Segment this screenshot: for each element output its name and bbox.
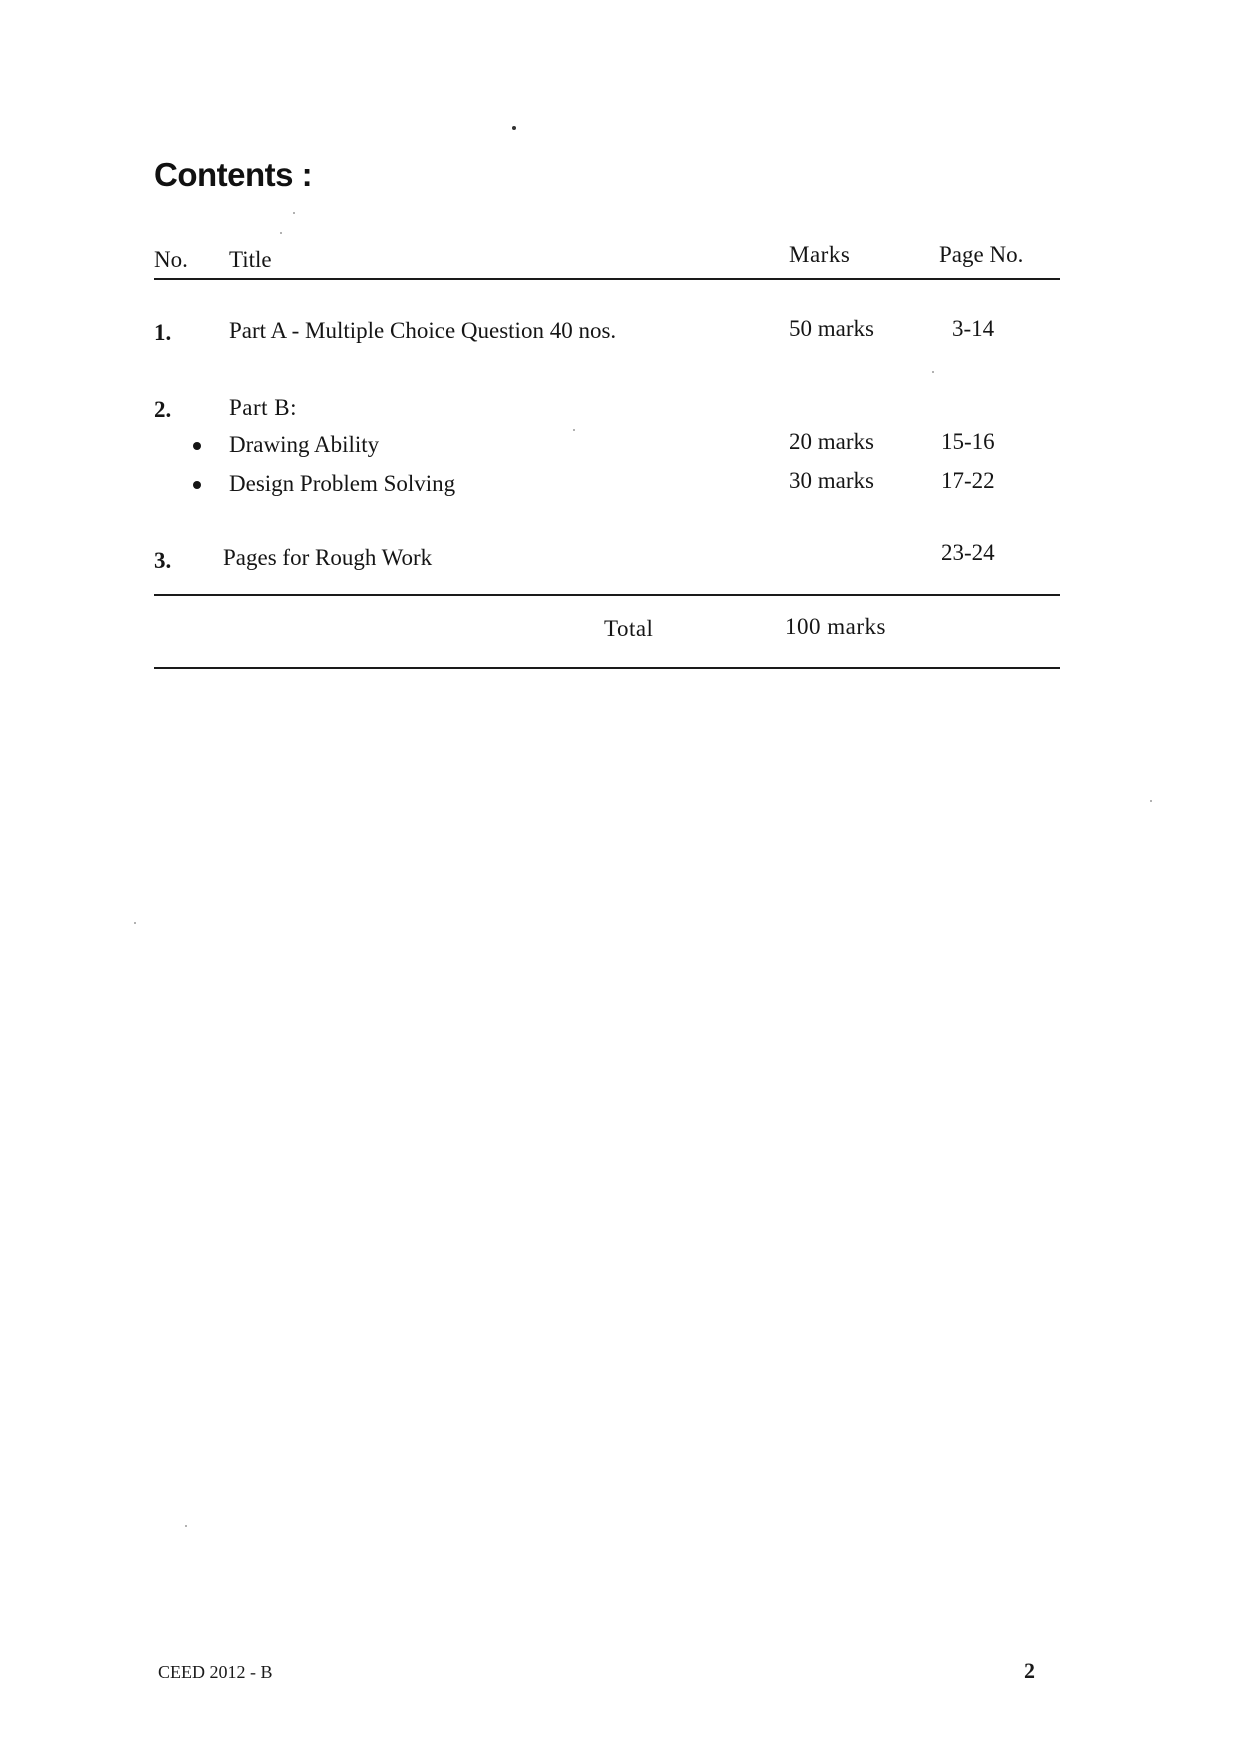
scan-speck (932, 371, 934, 373)
row-title: Design Problem Solving (229, 471, 456, 496)
scan-speck (134, 922, 136, 924)
column-header-no: No. (154, 247, 188, 272)
row-title: Part A - Multiple Choice Question 40 nos. (229, 318, 617, 343)
row-page: 23-24 (941, 540, 995, 565)
row-marks: 30 marks (789, 468, 874, 493)
scan-speck (573, 429, 575, 431)
row-title: Pages for Rough Work (223, 545, 433, 570)
row-marks: 50 marks (789, 316, 874, 341)
column-header-marks: Marks (789, 242, 851, 267)
total-marks: 100 marks (785, 614, 886, 639)
contents-heading: Contents : (154, 156, 313, 193)
page-number: 2 (1024, 1658, 1035, 1683)
scan-speck (185, 1525, 187, 1527)
row-title: Drawing Ability (229, 432, 380, 457)
row-number: 2. (154, 397, 172, 422)
header-rule (154, 278, 1060, 280)
column-header-page: Page No. (939, 242, 1024, 267)
row-title: Part B: (229, 395, 298, 420)
scan-speck (1150, 800, 1152, 802)
scan-speck (280, 232, 282, 234)
total-bottom-rule (154, 667, 1060, 669)
total-label: Total (604, 616, 654, 641)
footer-code: CEED 2012 - B (158, 1662, 273, 1682)
total-top-rule (154, 594, 1060, 596)
row-number: 3. (154, 548, 172, 573)
scan-speck (512, 126, 516, 130)
row-marks: 20 marks (789, 429, 874, 454)
scan-speck (293, 212, 295, 214)
column-header-title: Title (229, 247, 272, 272)
bullet-icon (193, 481, 201, 489)
row-page: 3-14 (952, 316, 995, 341)
bullet-icon (193, 442, 201, 450)
row-number: 1. (154, 320, 172, 345)
row-page: 17-22 (941, 468, 995, 493)
row-page: 15-16 (941, 429, 995, 454)
